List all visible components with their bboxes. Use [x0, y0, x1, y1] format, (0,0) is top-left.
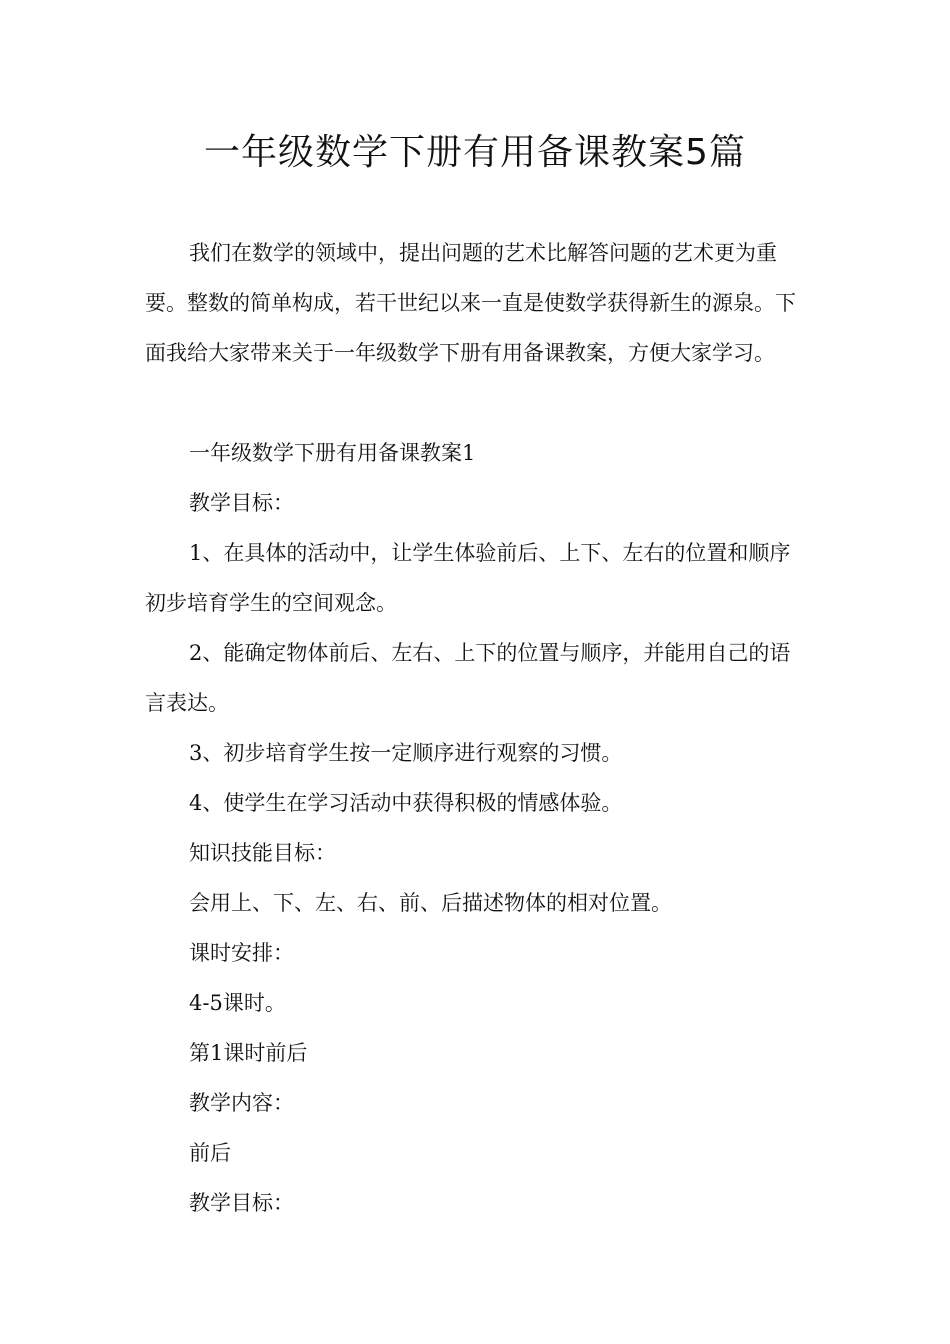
goal-item-2: 2、能确定物体前后、左右、上下的位置与顺序，并能用自己的语言表达。 [145, 641, 791, 715]
lesson-plan-heading: 一年级数学下册有用备课教案1 [189, 441, 476, 465]
goal-item-4: 4、使学生在学习活动中获得积极的情感体验。 [189, 791, 623, 815]
knowledge-goal-text: 会用上、下、左、右、前、后描述物体的相对位置。 [189, 891, 672, 915]
knowledge-goals-label: 知识技能目标： [189, 841, 336, 865]
teaching-goals-label: 教学目标： [189, 491, 294, 515]
goal-item-3: 3、初步培育学生按一定顺序进行观察的习惯。 [189, 741, 623, 765]
intro-paragraph: 我们在数学的领域中，提出问题的艺术比解答问题的艺术更为重要。整数的简单构成，若干世纪以来一直是使数学获得新生的源泉。下面我给大家带来关于一年级数学下册有用备课教案，方便大家学习。 [145, 241, 796, 365]
goal-item-1: 1、在具体的活动中，让学生体验前后、上下、左右的位置和顺序初步培育学生的空间观念。 [145, 541, 791, 615]
schedule-value: 4-5课时。 [189, 991, 286, 1015]
document-title: 一年级数学下册有用备课教案5篇 [204, 132, 746, 173]
teaching-content-label: 教学内容： [189, 1091, 294, 1115]
teaching-content-value: 前后 [189, 1141, 231, 1165]
schedule-label: 课时安排： [189, 941, 294, 965]
lesson-1-heading: 第1课时前后 [189, 1041, 308, 1065]
teaching-goals-label-2: 教学目标： [189, 1191, 294, 1215]
